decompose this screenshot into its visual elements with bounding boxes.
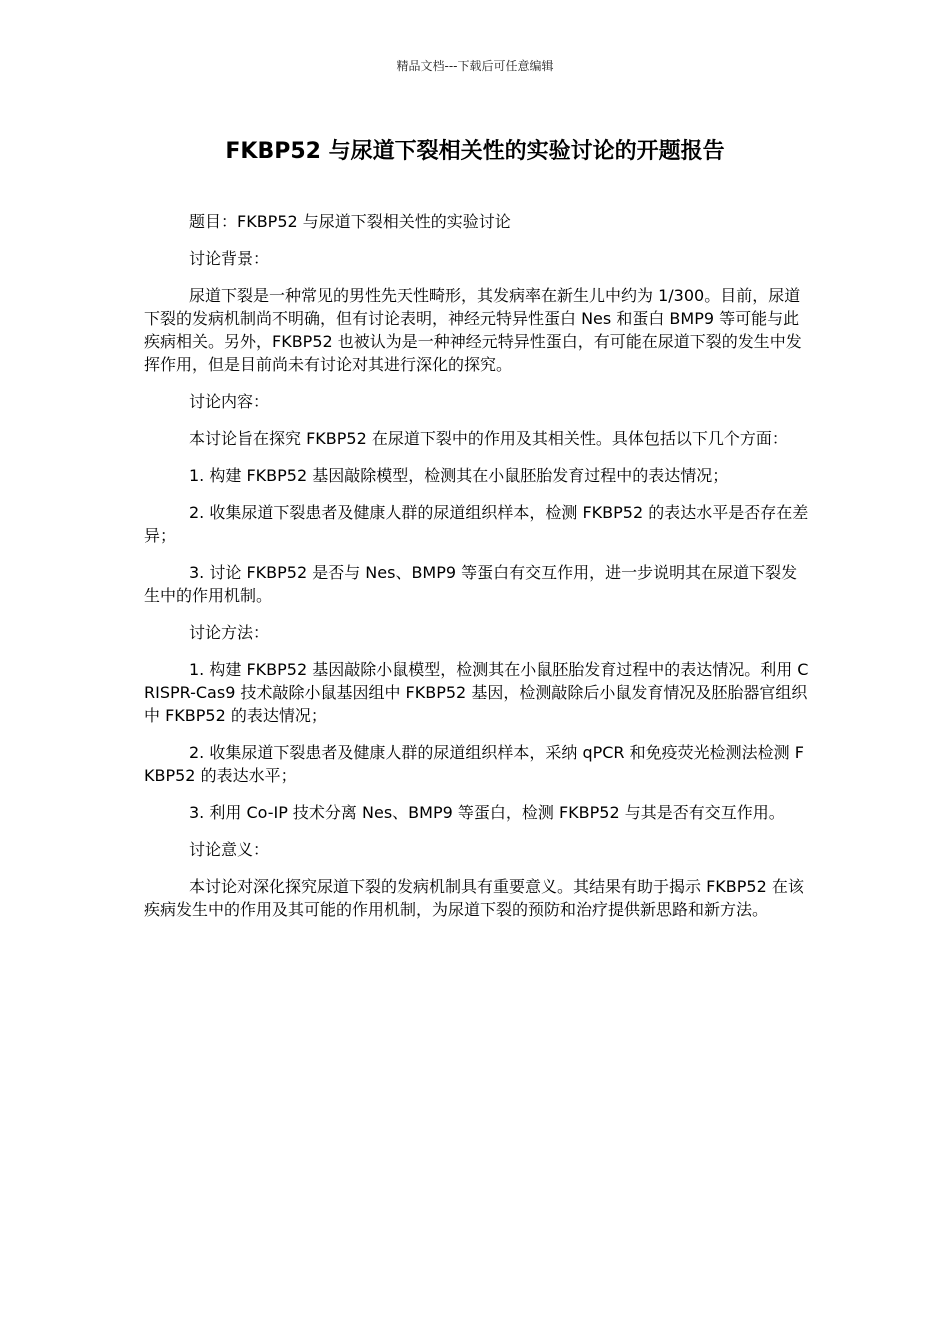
paragraph-significance: 本讨论对深化探究尿道下裂的发病机制具有重要意义。其结果有助于揭示 FKBP52 在该疾病发生中的作用及其可能的作用机制，为尿道下裂的预防和治疗提供新思路和新方法。 [144, 877, 804, 919]
paragraph-content-intro: 本讨论旨在探究 FKBP52 在尿道下裂中的作用及其相关性。具体包括以下几个方面： [189, 429, 788, 448]
document-title: FKBP52 与尿道下裂相关性的实验讨论的开题报告 [225, 139, 725, 164]
content-item-2: 2. 收集尿道下裂患者及健康人群的尿道组织样本，检测 FKBP52 的表达水平是否存在差异； [144, 503, 809, 545]
section-heading-methods: 讨论方法： [189, 623, 270, 642]
header-note: 精品文档---下载后可任意编辑 [396, 59, 554, 73]
content-item-1: 1. 构建 FKBP52 基因敲除模型，检测其在小鼠胚胎发育过程中的表达情况； [189, 466, 729, 485]
section-heading-significance: 讨论意义： [189, 840, 270, 859]
section-heading-background: 讨论背景： [189, 249, 270, 268]
method-item-1: 1. 构建 FKBP52 基因敲除小鼠模型，检测其在小鼠胚胎发育过程中的表达情况。利用 CRISPR-Cas9 技术敲除小鼠基因组中 FKBP52 基因，检测敲除后小鼠发育情况及胚胎器官组织中 FKBP52 的表达情况； [144, 660, 809, 725]
paragraph-topic: 题目：FKBP52 与尿道下裂相关性的实验讨论 [189, 212, 511, 231]
method-item-2: 2. 收集尿道下裂患者及健康人群的尿道组织样本，采纳 qPCR 和免疫荧光检测法检测 FKBP52 的表达水平； [144, 743, 804, 785]
method-item-3: 3. 利用 Co-IP 技术分离 Nes、BMP9 等蛋白，检测 FKBP52 与其是否有交互作用。 [189, 803, 785, 822]
paragraph-background: 尿道下裂是一种常见的男性先天性畸形，其发病率在新生儿中约为 1/300。目前，尿道下裂的发病机制尚不明确，但有讨论表明，神经元特异性蛋白 Nes 和蛋白 BMP9 等可能与此疾病相关。另外，FKBP52 也被认为是一种神经元特异性蛋白，有可能在尿道下裂的发生中发挥作用，但是目前尚未有讨论对其进行深化的探究。 [144, 286, 802, 374]
document-body [144, 210, 812, 935]
section-heading-content: 讨论内容： [189, 392, 270, 411]
content-item-3: 3. 讨论 FKBP52 是否与 Nes、BMP9 等蛋白有交互作用，进一步说明其在尿道下裂发生中的作用机制。 [144, 563, 798, 605]
